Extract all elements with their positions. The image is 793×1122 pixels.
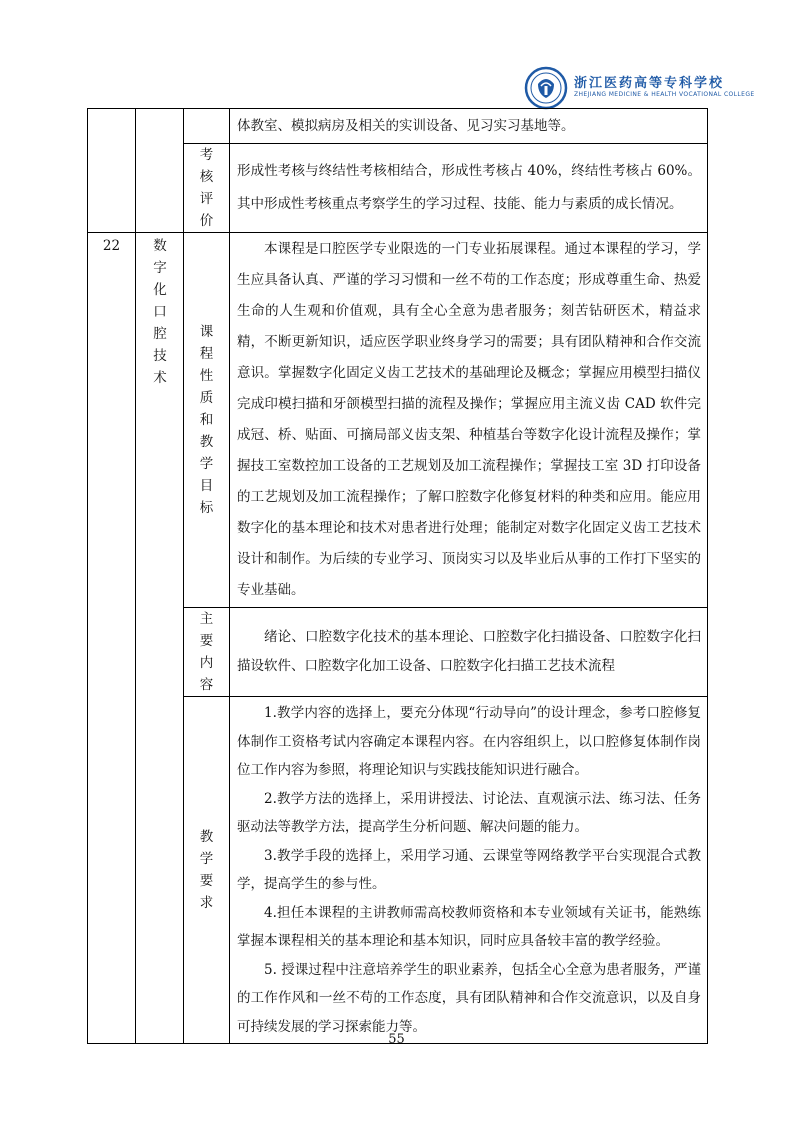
row-content [230, 144, 708, 233]
content-paragraph: 4.担任本课程的主讲教师需高校教师资格和本专业领域有关证书，能熟练掌握本课程相关的基本理论和基本知识，同时应具备较丰富的教学经验。 [237, 904, 701, 949]
table-row [88, 233, 708, 608]
row-content [230, 697, 708, 1044]
college-emblem-icon [524, 66, 568, 110]
row-label: 教学要求 [184, 697, 230, 1044]
content-paragraph: 体教室、模拟病房及相关的实训设备、见习实习基地等。 [237, 117, 575, 134]
table-row [88, 109, 708, 144]
row-content [230, 109, 708, 144]
page-number: 55 [388, 1032, 405, 1047]
row-label: 主要内容 [184, 608, 230, 697]
content-paragraph: 本课程是口腔医学专业限选的一门专业拓展课程。通过本课程的学习，学生应具备认真、严谨的学习习惯和一丝不苟的工作态度；形成尊重生命、热爱生命的人生观和价值观，具有全心全意为患者服务；刻苦钻研医术，精益求精，不断更新知识，适应医学职业终身学习的需要；具有团队精神和合作交流意识。掌握数字化固定义齿工艺技术的基础理论及概念；掌握应用模型扫描仪完成印模扫描和牙颌模型扫描的流程及操作；掌握应用主流义齿 CAD 软件完成冠、桥、贴面、可摘局部义齿支架、种植基台等数字化设计流程及操作；掌握技工室数控加工设备的工艺规划及加工流程操作；掌握技工室 3D 打印设备的工艺规划及加工流程操作；了解口腔数字化修复材料的种类和应用。能应用数字化的基本理论和技术对患者进行处理；能制定对数字化固定义齿工艺技术设计和制作。为后续的专业学习、顶岗实习以及毕业后从事的工作打下坚实的专业基础。 [237, 241, 701, 598]
row-content [230, 608, 708, 697]
college-english-name: ZHEJIANG MEDICINE & HEALTH VOCATIONAL COLLEGE [574, 91, 755, 98]
course-number-cell [88, 109, 136, 233]
content-paragraph: 绪论、口腔数字化技术的基本理论、口腔数字化扫描设备、口腔数字化扫描设软件、口腔数字化加工设备、口腔数字化扫描工艺技术流程 [237, 629, 701, 674]
row-content [230, 233, 708, 608]
content-paragraph: 2.教学方法的选择上，采用讲授法、讨论法、直观演示法、练习法、任务驱动法等教学方法，提高学生分析问题、解决问题的能力。 [237, 790, 701, 835]
row-label: 考核评价 [184, 144, 230, 233]
content-paragraph: 5. 授课过程中注意培养学生的职业素养，包括全心全意为患者服务，严谨的工作作风和一丝不苟的工作态度，具有团队精神和合作交流意识，以及自身可持续发展的学习探索能力等。 [237, 961, 701, 1035]
content-paragraph: 3.教学手段的选择上，采用学习通、云课堂等网络教学平台实现混合式教学，提高学生的参与性。 [237, 847, 701, 892]
course-table [87, 108, 708, 1044]
content-paragraph: 形成性考核与终结性考核相结合，形成性考核占 40%，终结性考核占 60%。其中形成性考核重点考察学生的学习过程、技能、能力与素质的成长情况。 [237, 163, 701, 212]
college-name: 浙江医药高等专科学校 [574, 76, 725, 91]
course-name-cell [136, 109, 184, 233]
course-number: 22 [88, 233, 136, 1044]
row-label: 课程性质和教学目标 [184, 233, 230, 608]
course-name: 数字化口腔技术 [136, 233, 184, 1044]
row-label [184, 109, 230, 144]
content-paragraph: 1.教学内容的选择上，要充分体现“行动导向”的设计理念，参考口腔修复体制作工资格考试内容确定本课程内容。在内容组织上，以口腔修复体制作岗位工作内容为参照，将理论知识与实践技能知识进行融合。 [237, 705, 701, 778]
college-logo [524, 64, 755, 112]
